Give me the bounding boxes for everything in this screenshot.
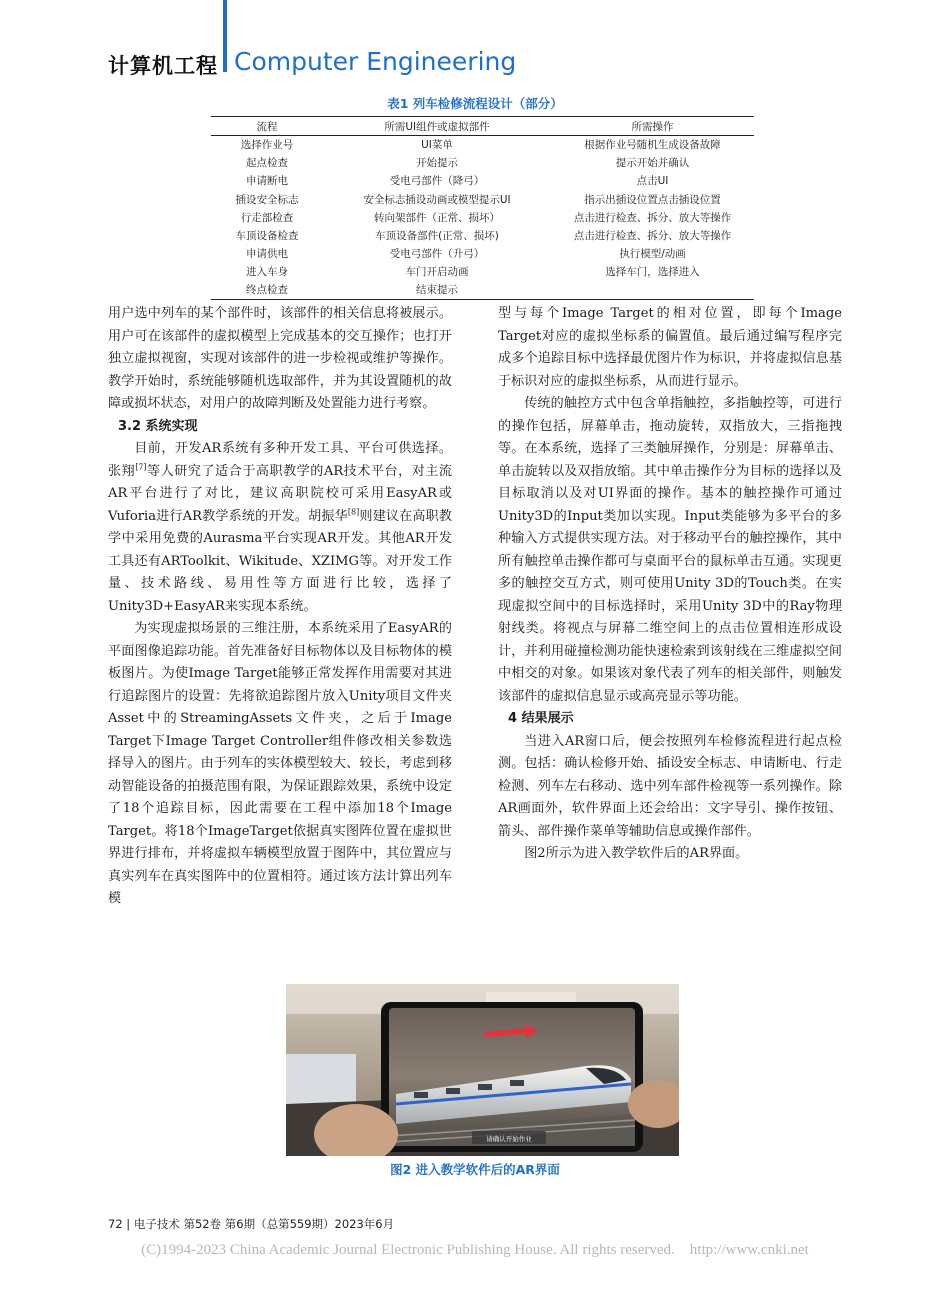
table-row bbox=[211, 263, 754, 281]
table-cell: 转向架部件（正常、损坏） bbox=[374, 211, 500, 224]
table-cell: 根据作业号随机生成设备故障 bbox=[584, 139, 721, 152]
table-cell: 车顶设备检查 bbox=[235, 230, 299, 243]
table-cell: 受电弓部件（降弓） bbox=[389, 175, 485, 188]
table-row bbox=[211, 190, 754, 208]
table-row bbox=[211, 281, 754, 299]
paragraph: 图2所示为进入教学软件后的AR界面。 bbox=[524, 846, 749, 861]
table-cell: 申请供电 bbox=[246, 248, 288, 261]
paragraph-text: 等人研究了适合于高职教学的AR技术平台，对主流AR平台进行了对比，建议高职院校可采用EasyAR或Vuforia进行AR教学系统的开发。胡振华 bbox=[108, 463, 452, 524]
table-cell: 插设安全标志 bbox=[235, 193, 299, 206]
section-heading: 4 结果展示 bbox=[508, 711, 574, 726]
table-cell: 受电弓部件（升弓） bbox=[389, 248, 485, 261]
table-cell: 开始提示 bbox=[416, 157, 458, 170]
figure-caption: 图2 进入教学软件后的AR界面 bbox=[390, 1162, 560, 1177]
table-cell: 点击进行检查、拆分、放大等操作 bbox=[573, 211, 732, 224]
right-text-column bbox=[498, 303, 842, 866]
train-window bbox=[510, 1080, 524, 1086]
table-cell: 选择作业号 bbox=[240, 139, 294, 152]
table-header-cell: 流程 bbox=[211, 117, 323, 136]
header-divider-bar bbox=[223, 0, 227, 72]
paragraph bbox=[108, 438, 452, 618]
citation-ref[interactable]: [8] bbox=[347, 507, 360, 517]
page-footer-info: 72 | 电子技术 第52卷 第6期（总第559期）2023年6月 bbox=[108, 1217, 395, 1231]
table-caption: 表1 列车检修流程设计（部分） bbox=[387, 96, 563, 111]
table-header-row bbox=[211, 117, 754, 136]
table-row bbox=[211, 245, 754, 263]
table-cell: 执行模型/动画 bbox=[619, 248, 686, 261]
table-cell: 提示开始并确认 bbox=[615, 157, 690, 170]
table-cell: 车顶设备部件(正常、损坏) bbox=[375, 230, 499, 243]
paragraph: 当进入AR窗口后，便会按照列车检修流程进行起点检测。包括：确认检修开始、插设安全标志、申请断电、行走检测、列车左右移动、选中列车部件检视等一系列操作。除AR画面外，软件界面上还会给出：文字导引、操作按钮、箭头、部件操作菜单等辅助信息或操作部件。 bbox=[498, 733, 842, 839]
table-cell: 结束提示 bbox=[323, 281, 551, 299]
paragraph: 传统的触控方式中包含单指触控，多指触控等，可进行的操作包括，屏幕单击，拖动旋转，双指放大，三指拖拽等。在本系统，选择了三类触屏操作，分别是：屏幕单击、单击旋转以及双指放缩。其中单击操作分为目标的选择以及目标取消以及对UI界面的操作。基本的触控操作可通过Unity3D的Input类加以实现。Input类能够为多平台的多种输入方式提供实现方法。对于移动平台的触控操作，其中所有触控单击操作都可与桌面平台的鼠标单击互通。实现更多的触控交互方式，则可使用Unity 3D的Touch类。在实现虚拟空间中的目标选择时，采用Unity 3D中的Ray物理射线类。将视点与屏幕二维空间上的点击位置相连形成设计，并利用碰撞检测功能快速检索到该射线在三维虚拟空间中相交的对象。如果该对象代表了列车的相关部件，则触发该部件的虚拟信息显示或高亮显示等功能。 bbox=[498, 396, 842, 704]
table-row bbox=[211, 208, 754, 226]
figure-2-photo bbox=[286, 984, 679, 1156]
table-row bbox=[211, 136, 754, 154]
table-row bbox=[211, 226, 754, 244]
section-heading: 3.2 系统实现 bbox=[118, 418, 198, 434]
table-cell: 指示出插设位置点击插设位置 bbox=[584, 193, 721, 206]
table-1 bbox=[211, 116, 754, 300]
table-cell: 选择车门，选择进入 bbox=[605, 266, 700, 279]
paragraph-text: 则建议在高职教学中采用免费的Aurasma平台实现AR开发。其他AR开发工具还有ARToolkit、Wikitude、XZIMG等。对开发工作量、技术路线、易用性等方面进行比较，选择了Unity3D+EasyAR来实现本系统。 bbox=[108, 508, 452, 614]
paragraph: 型与每个Image Target的相对位置，即每个Image Target对应的虚拟坐标系的偏置值。最后通过编写程序完成多个追踪目标中选择最优图片作为标识，并将虚拟信息基于标识对应的虚拟坐标系，从而进行显示。 bbox=[498, 306, 842, 389]
confirm-start-label: 请确认开始作业 bbox=[486, 1135, 532, 1143]
table-cell: 安全标志插设动画或模型提示UI bbox=[363, 193, 511, 206]
ar-photo-illustration bbox=[286, 984, 679, 1156]
table-cell: UI菜单 bbox=[421, 139, 453, 152]
table-cell: 点击进行检查、拆分、放大等操作 bbox=[573, 230, 732, 243]
poster-left bbox=[286, 1054, 356, 1104]
table-cell: 起点检查 bbox=[246, 157, 288, 170]
table-header-cell: 所需操作 bbox=[551, 117, 754, 136]
table-cell: 点击UI bbox=[636, 175, 669, 188]
paragraph-text: 目前，开发AR系统有多种开发工具、平台可供选择。张翔 bbox=[108, 441, 452, 479]
table-cell: 行走部检查 bbox=[240, 211, 294, 224]
table-row bbox=[211, 154, 754, 172]
table-cell: 车门开启动画 bbox=[405, 266, 469, 279]
paragraph: 用户选中列车的某个部件时，该部件的相关信息将被展示。用户可在该部件的虚拟模型上完成基本的交互操作；也打开独立虚拟视窗，实现对该部件的进一步检视或维护等操作。教学开始时，系统能够随机选取部件，并为其设置随机的故障或损坏状态，对用户的故障判断及处置能力进行考察。 bbox=[108, 306, 452, 411]
journal-title-en: Computer Engineering bbox=[234, 47, 517, 76]
train-window bbox=[414, 1092, 428, 1098]
paragraph: 为实现虚拟场景的三维注册，本系统采用了EasyAR的平面图像追踪功能。首先准备好目标物体以及目标物体的模板图片。为使Image Target能够正常发挥作用需要对其进行追踪图片的设置：先将欲追踪图片放入Unity项目文件夹Asset中的StreamingAssets文件夹，之后于Image Target下Image Target Controller组件修改相关参数选择导入的图片。由于列车的实体模型较大、较长，考虑到移动智能设备的拍摄范围有限，为保证跟踪效果，系统中设定了18个追踪目标，因此需要在工程中添加18个Image Target。将18个ImageTarget依据真实图阵位置在虚拟世界进行排布，并将虚拟车辆模型放置于图阵中，其位置应与真实列车在真实图阵中的位置相符。通过该方法计算出列车模 bbox=[108, 621, 452, 906]
journal-title-cn: 计算机工程 bbox=[108, 54, 218, 78]
copyright-line: (C)1994-2023 China Academic Journal Electronic Publishing House. All rights reserved. http://www.cnki.net bbox=[141, 1242, 809, 1258]
train-window bbox=[478, 1084, 492, 1090]
table-cell: 申请断电 bbox=[246, 175, 288, 188]
table-cell bbox=[551, 281, 754, 299]
train-window bbox=[446, 1088, 460, 1094]
left-text-column bbox=[108, 303, 452, 911]
table-header-cell: 所需UI组件或虚拟部件 bbox=[323, 117, 551, 136]
citation-ref[interactable]: [7] bbox=[135, 462, 147, 472]
table-row bbox=[211, 172, 754, 190]
table-cell: 终点检查 bbox=[211, 281, 323, 299]
journal-header bbox=[108, 0, 868, 80]
table-cell: 进入车身 bbox=[246, 266, 288, 279]
